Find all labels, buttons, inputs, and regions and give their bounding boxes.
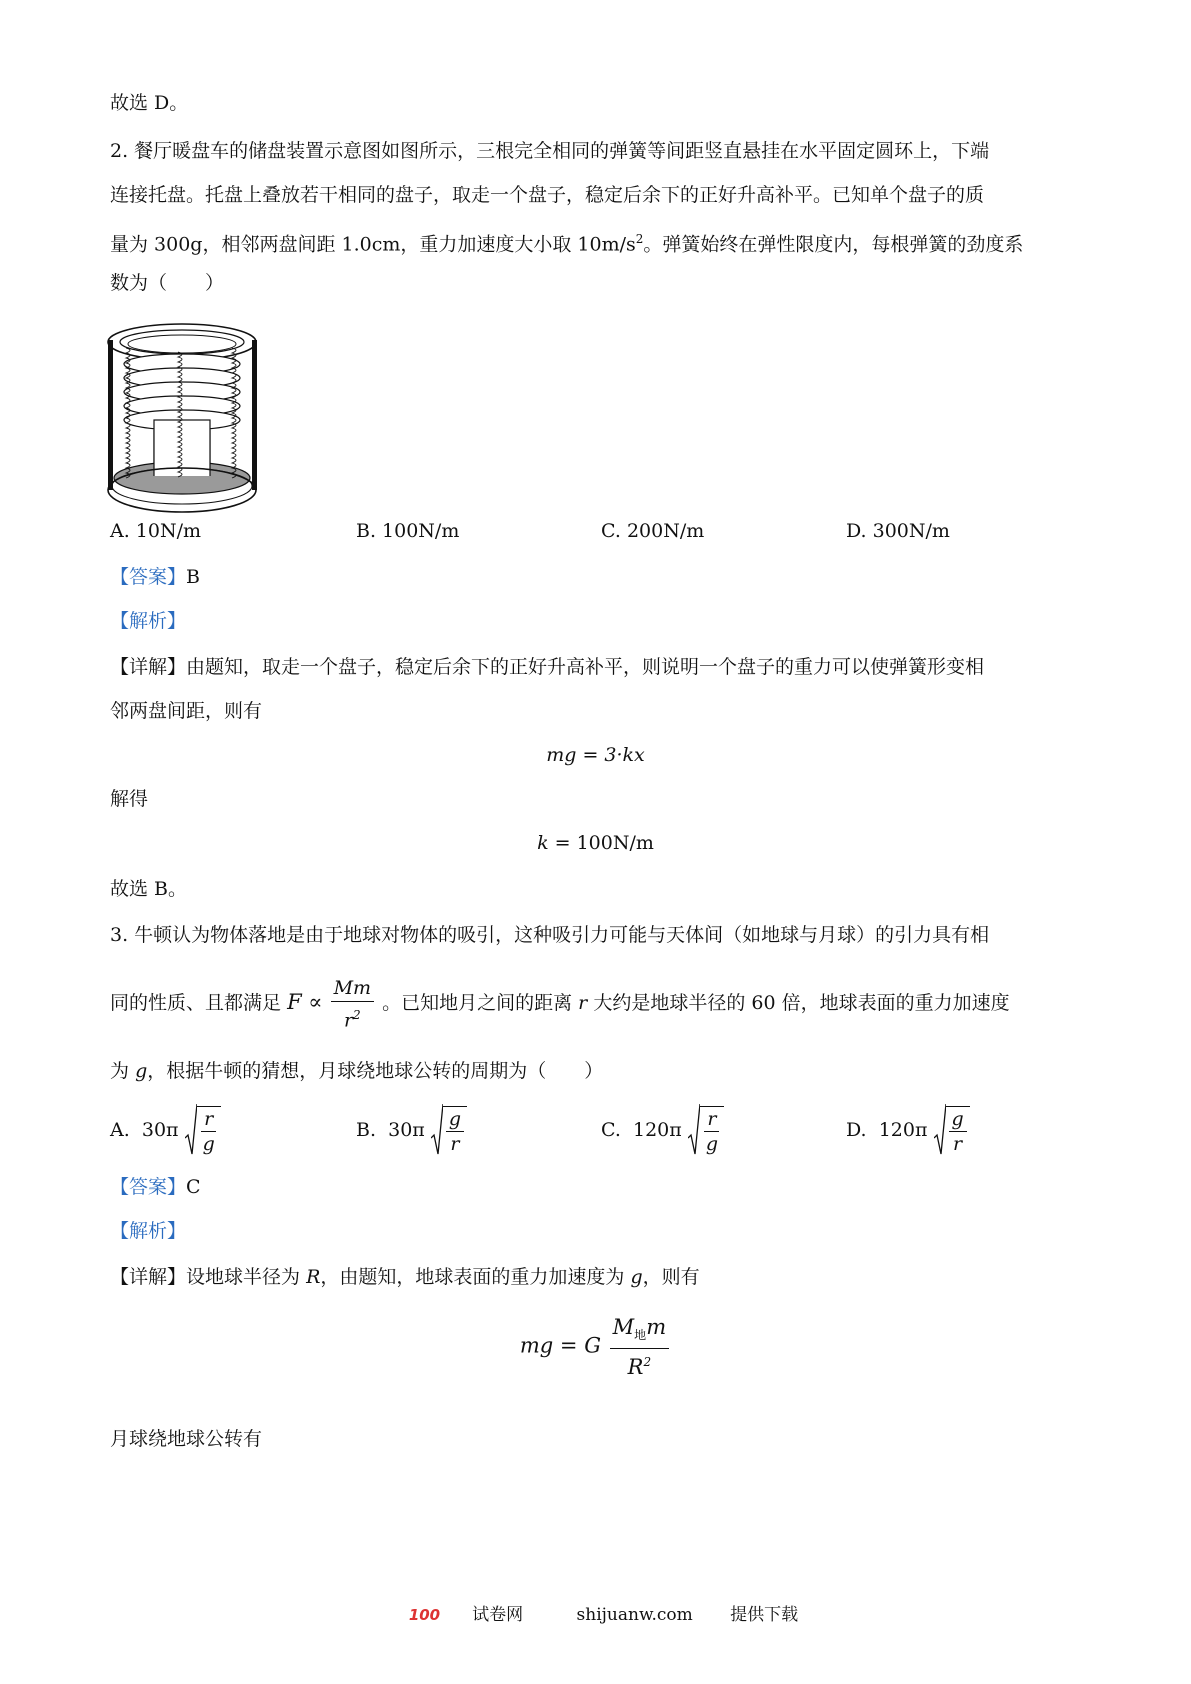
footer-url: shijuanw.com bbox=[576, 1605, 693, 1625]
sqrt-expression: $\frac{r}{g}$ bbox=[688, 1104, 724, 1158]
q2-equation-2: k = 100N/m bbox=[537, 832, 654, 854]
q2-option-b: B. 100N/m bbox=[356, 520, 460, 542]
formula-fraction: $\frac{Mm}{r^2}$ bbox=[331, 975, 374, 1033]
q3-stem-line-1: 3. 牛顿认为物体落地是由于地球对物体的吸引，这种吸引力可能与天体间（如地球与月球）的引力具有相 bbox=[110, 924, 990, 946]
sqrt-expression: $\frac{g}{r}$ bbox=[934, 1104, 970, 1158]
previous-conclusion: 故选 D。 bbox=[110, 92, 189, 114]
formula-f-proportional: F ∝ bbox=[287, 990, 323, 1014]
q2-conclusion: 故选 B。 bbox=[110, 878, 188, 900]
q3-stem-line-2: 同的性质、且都满足 F ∝ $\frac{Mm}{r^2}$ 。已知地月之间的距离 r 大约是地球半径的 60 倍，地球表面的重力加速度 bbox=[110, 976, 1010, 1032]
sqrt-expression: $\frac{r}{g}$ bbox=[185, 1104, 221, 1158]
q2-option-d: D. 300N/m bbox=[846, 520, 950, 542]
q3-option-c: C. 120π $\frac{r}{g}$ bbox=[601, 1104, 724, 1158]
q3-stem-line-3: 为 g，根据牛顿的猜想，月球绕地球公转的周期为（ ） bbox=[110, 1060, 604, 1082]
q3-option-b: B. 30π $\frac{g}{r}$ bbox=[356, 1104, 467, 1158]
q3-gravity-equation: mg = G $\frac{M_地m}{R^2}$ bbox=[0, 1314, 1191, 1380]
footer-note: 提供下载 bbox=[730, 1605, 799, 1625]
q2-stem-line-1: 2. 餐厅暖盘车的储盘装置示意图如图所示，三根完全相同的弹簧等间距竖直悬挂在水平固定圆环上，下端 bbox=[110, 140, 990, 162]
q3-detail-line: 【详解】设地球半径为 R，由题知，地球表面的重力加速度为 g，则有 bbox=[110, 1266, 700, 1288]
q2-solve-label: 解得 bbox=[110, 788, 149, 810]
q2-detail-line-2: 邻两盘间距，则有 bbox=[110, 700, 263, 722]
q2-stem-line-2: 连接托盘。托盘上叠放若干相同的盘子，取走一个盘子，稳定后余下的正好升高补平。已知单个盘子的质 bbox=[110, 184, 985, 206]
q2-answer bbox=[110, 562, 200, 592]
q2-stem-line-4: 数为（ ） bbox=[110, 272, 225, 294]
q3-option-d: D. 120π $\frac{g}{r}$ bbox=[846, 1104, 970, 1158]
q3-after-line: 月球绕地球公转有 bbox=[110, 1428, 263, 1450]
answer-value: B bbox=[186, 566, 200, 588]
q2-option-a: A. 10N/m bbox=[110, 520, 202, 542]
answer-tag: 【答案】 bbox=[110, 1176, 187, 1198]
footer-logo: 100 试卷网 bbox=[408, 1605, 524, 1625]
q3-answer bbox=[110, 1172, 201, 1202]
q3-option-a: A. 30π $\frac{r}{g}$ bbox=[110, 1104, 221, 1158]
sqrt-expression: $\frac{g}{r}$ bbox=[431, 1104, 467, 1158]
answer-tag: 【答案】 bbox=[110, 566, 187, 588]
plate-warmer-diagram bbox=[106, 318, 266, 538]
q2-option-c: C. 200N/m bbox=[601, 520, 705, 542]
q2-equation-1: mg = 3·kx bbox=[546, 744, 645, 766]
q3-analysis-tag: 【解析】 bbox=[110, 1220, 187, 1242]
q2-detail-line-1: 【详解】由题知，取走一个盘子，稳定后余下的正好升高补平，则说明一个盘子的重力可以使弹簧形变相 bbox=[110, 656, 985, 678]
q2-analysis-tag: 【解析】 bbox=[110, 610, 187, 632]
q2-stem-line-3: 量为 300g，相邻两盘间距 1.0cm，重力加速度大小取 $10m/s^2$。弹簧始终在弹性限度内，每根弹簧的劲度系 bbox=[110, 232, 1024, 256]
answer-value: C bbox=[186, 1176, 201, 1198]
page-footer bbox=[0, 1600, 1191, 1625]
